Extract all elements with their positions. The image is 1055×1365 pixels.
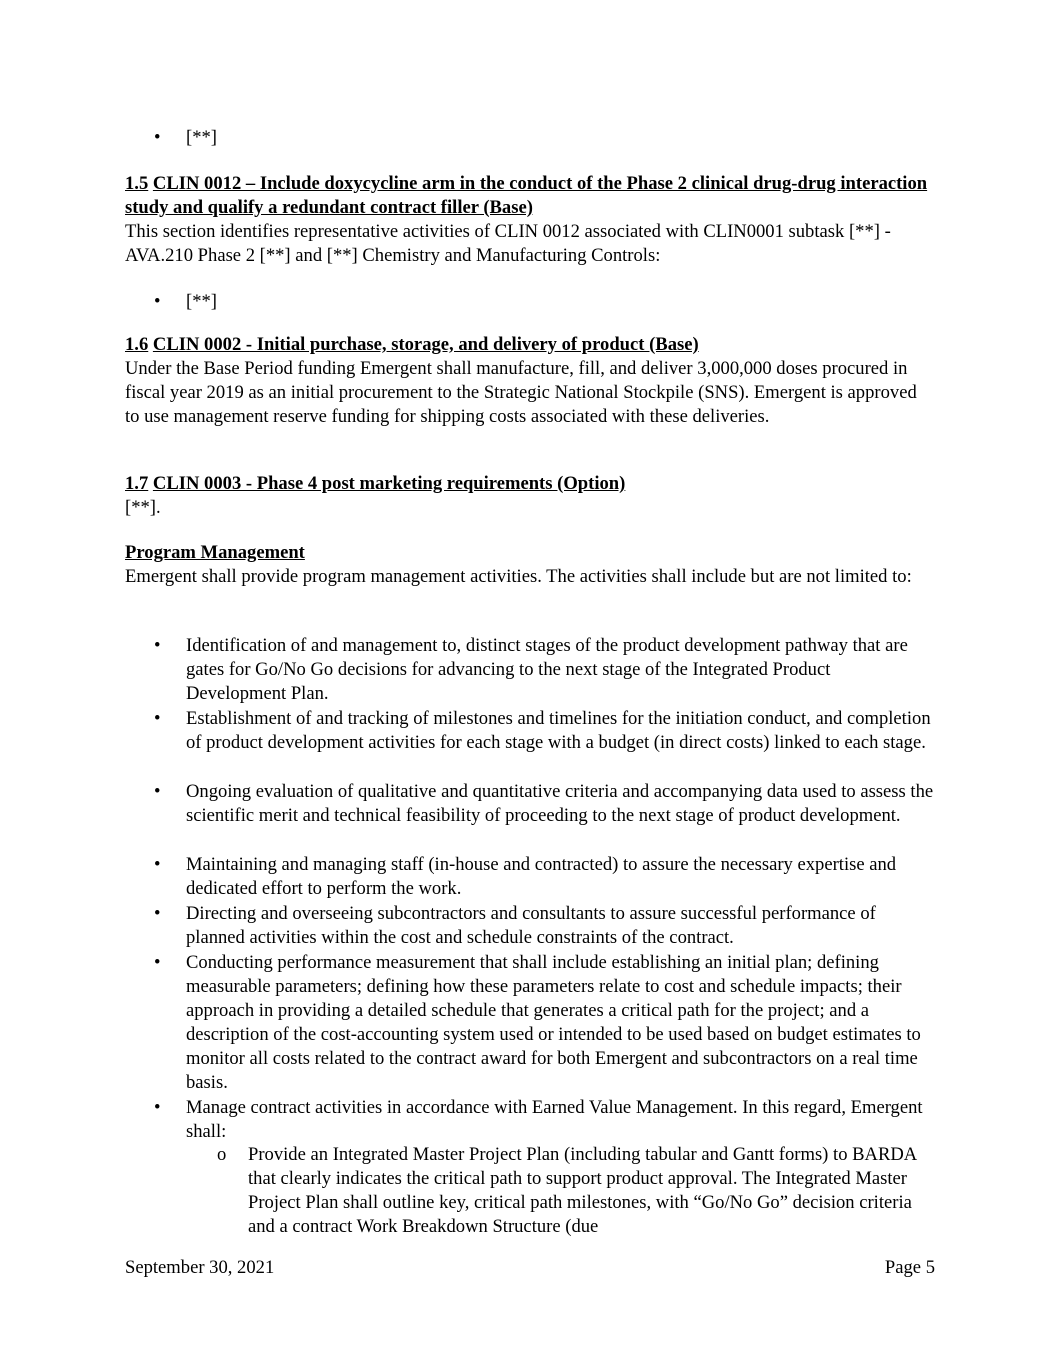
list-item <box>125 951 935 1095</box>
section-title: Program Management <box>125 542 305 563</box>
list-item-text: [**] <box>186 127 217 148</box>
footer-page-number: Page 5 <box>884 1257 935 1278</box>
section-1-5 <box>125 172 935 268</box>
list-item-text: Directing and overseeing subcontractors and consultants to assure successful performance of planned activities within the cost and schedule constraints of the contract. <box>186 903 876 948</box>
bullet-icon: • <box>154 127 161 148</box>
sub-list-item <box>186 1143 936 1239</box>
section-number: 1.7 <box>125 473 149 494</box>
section-1-7 <box>125 472 935 520</box>
section-title: CLIN 0002 - Initial purchase, storage, and delivery of product (Base) <box>152 334 699 355</box>
bullet-icon: • <box>154 708 161 729</box>
section-body: [**]. <box>125 497 161 518</box>
list-item <box>125 634 935 706</box>
sub-list-item-text: Provide an Integrated Master Project Plan (including tabular and Gantt forms) to BARDA that clearly indicates the critical path to support product approval. The Integrated Master Project Plan shall outline key, critical path milestones, with “Go/No Go” decision criteria and a contract Work Breakdown Structure (due <box>248 1144 917 1237</box>
section-heading <box>125 333 935 357</box>
list-item-text: Maintaining and managing staff (in-house and contracted) to assure the necessary expertise and dedicated effort to perform the work. <box>186 854 897 899</box>
bullet-icon: • <box>154 903 161 924</box>
list-item-text: Establishment of and tracking of milestones and timelines for the initiation conduct, and completion of product development activities for each stage with a budget (in direct costs) linked to each stage. <box>186 708 931 753</box>
program-management <box>125 541 935 589</box>
section-title: CLIN 0003 - Phase 4 post marketing requirements (Option) <box>152 473 626 494</box>
list-item-text: [**] <box>186 291 217 312</box>
section-body: Emergent shall provide program management activities. The activities shall include but are not limited to: <box>125 566 912 587</box>
bullet-icon: • <box>154 635 161 656</box>
page-footer <box>125 1256 935 1280</box>
list-item <box>125 126 935 150</box>
section-number: 1.6 <box>125 334 149 355</box>
list-item-text: Conducting performance measurement that shall include establishing an initial plan; defining measurable parameters; defining how these parameters relate to cost and schedule impacts; their approach in providing a detailed schedule that generates a critical path for the project; and a description of the cost-accounting system used or intended to be used based on budget estimates to monitor all costs related to the contract award for both Emergent and subcontractors on a real time basis. <box>186 952 921 1093</box>
list-item-text: Identification of and management to, distinct stages of the product development pathway that are gates for Go/No Go decisions for advancing to the next stage of the Integrated Product Development Plan. <box>186 635 908 704</box>
section-number: 1.5 <box>125 173 149 194</box>
list-item <box>125 707 935 755</box>
bullet-icon: • <box>154 1097 161 1118</box>
bullet-icon: • <box>154 291 161 312</box>
bullet-icon: • <box>154 952 161 973</box>
list-item <box>125 290 935 314</box>
sub-bullet-icon: o <box>217 1144 227 1165</box>
list-item <box>125 1096 935 1144</box>
list-item-text: Ongoing evaluation of qualitative and quantitative criteria and accompanying data used to assess the scientific merit and technical feasibility of proceeding to the next stage of product development. <box>186 781 934 826</box>
bullet-icon: • <box>154 854 161 875</box>
list-item <box>125 853 935 901</box>
section-body: Under the Base Period funding Emergent shall manufacture, fill, and deliver 3,000,000 doses procured in fiscal year 2019 as an initial procurement to the Strategic National Stockpile (SNS). Emergent is approved to use management reserve funding for shipping costs associated with these deliveries. <box>125 358 917 427</box>
section-heading <box>125 472 935 496</box>
section-title: CLIN 0012 – Include doxycycline arm in the conduct of the Phase 2 clinical drug-drug interaction study and qualify a redundant contract filler (Base) <box>125 173 928 218</box>
list-item-text: Manage contract activities in accordance with Earned Value Management. In this regard, Emergent shall: <box>186 1097 923 1142</box>
list-item <box>125 902 935 950</box>
section-heading <box>125 172 935 220</box>
section-body: This section identifies representative activities of CLIN 0012 associated with CLIN0001 subtask [**] - AVA.210 Phase 2 [**] and [**] Chemistry and Manufacturing Controls: <box>125 221 891 266</box>
section-1-6 <box>125 333 935 429</box>
list-item <box>125 780 935 828</box>
bullet-icon: • <box>154 781 161 802</box>
footer-date: September 30, 2021 <box>125 1257 275 1278</box>
